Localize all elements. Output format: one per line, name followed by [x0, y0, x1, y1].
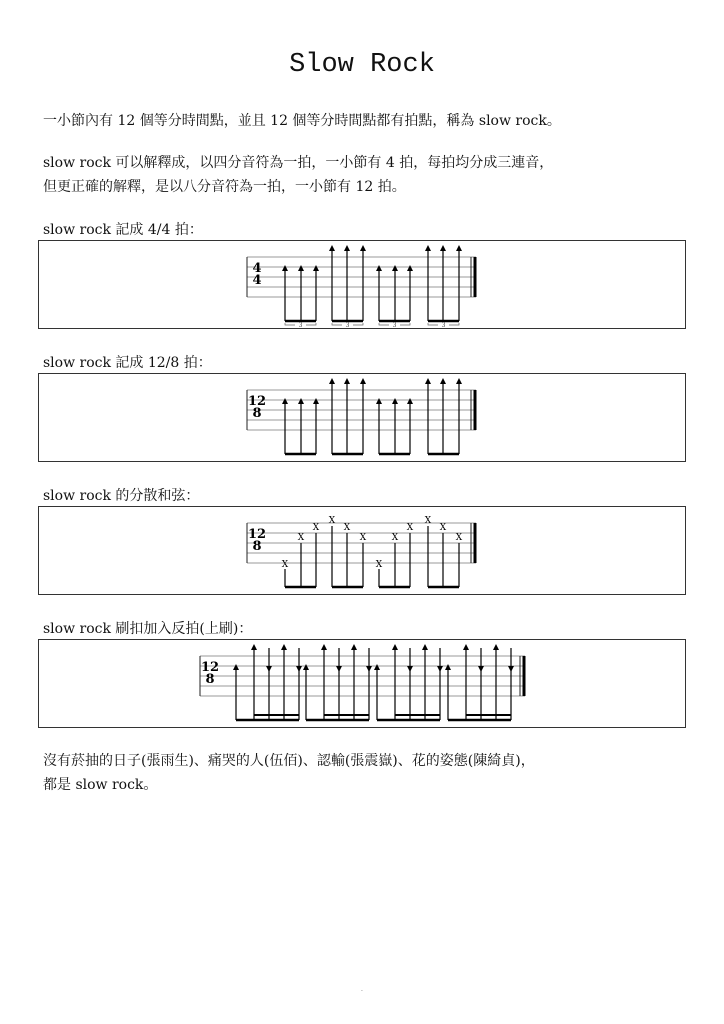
score-box-12-8 — [38, 373, 686, 462]
note-x: X — [297, 533, 305, 543]
tuplet-3: 3 — [298, 322, 303, 328]
note-x: X — [406, 523, 414, 533]
page-number: . — [361, 986, 363, 993]
note-x: X — [328, 516, 336, 526]
score-box-arpeggio — [38, 506, 686, 595]
score-box-4-4 — [38, 240, 686, 329]
time-sig-top: 12 — [200, 660, 220, 675]
note-x: X — [391, 533, 399, 543]
note-x: X — [281, 560, 289, 570]
note-x: X — [312, 523, 320, 533]
page-title: Slow Rock — [289, 50, 435, 80]
section-4-label: slow rock 刷扣加入反拍(上刷)： — [43, 621, 253, 637]
intro-line-2: slow rock 可以解釋成，以四分音符為一拍，一小節有 4 拍，每拍均分成三連音， — [43, 155, 554, 171]
intro-line-1: 一小節內有 12 個等分時間點，並且 12 個等分時間點都有拍點，稱為 slow rock。 — [43, 113, 561, 129]
time-sig-bottom: 8 — [252, 406, 262, 421]
note-x: X — [455, 533, 463, 543]
section-1-label: slow rock 記成 4/4 拍： — [43, 222, 203, 238]
tuplet-3: 3 — [441, 322, 446, 328]
tuplet-3: 3 — [392, 322, 397, 328]
section-3-label: slow rock 的分散和弦： — [43, 488, 200, 504]
note-x: X — [424, 516, 432, 526]
note-x: X — [343, 523, 351, 533]
arpeggio-notation — [39, 507, 685, 594]
strum-notation-4-4 — [39, 241, 685, 328]
tuplet-3: 3 — [345, 322, 350, 328]
section-2-label: slow rock 記成 12/8 拍： — [43, 355, 212, 371]
note-x: X — [359, 533, 367, 543]
time-sig-bottom: 4 — [252, 273, 262, 288]
time-sig-bottom: 8 — [205, 672, 215, 687]
intro-line-3: 但更正確的解釋，是以八分音符為一拍，一小節有 12 拍。 — [43, 179, 406, 195]
time-sig-top: 12 — [247, 527, 267, 542]
upstroke-notation — [39, 640, 685, 727]
note-x: X — [439, 523, 447, 533]
outro-line-2: 都是 slow rock。 — [43, 777, 158, 793]
outro-line-1: 沒有菸抽的日子(張雨生)、痛哭的人(伍佰)、認輸(張震嶽)、花的姿態(陳綺貞)， — [43, 753, 535, 769]
time-sig-bottom: 8 — [252, 539, 262, 554]
time-sig-top: 12 — [247, 394, 267, 409]
strum-notation-12-8 — [39, 374, 685, 461]
note-x: X — [375, 560, 383, 570]
score-box-upstroke — [38, 639, 686, 728]
time-sig-top: 4 — [252, 261, 262, 276]
